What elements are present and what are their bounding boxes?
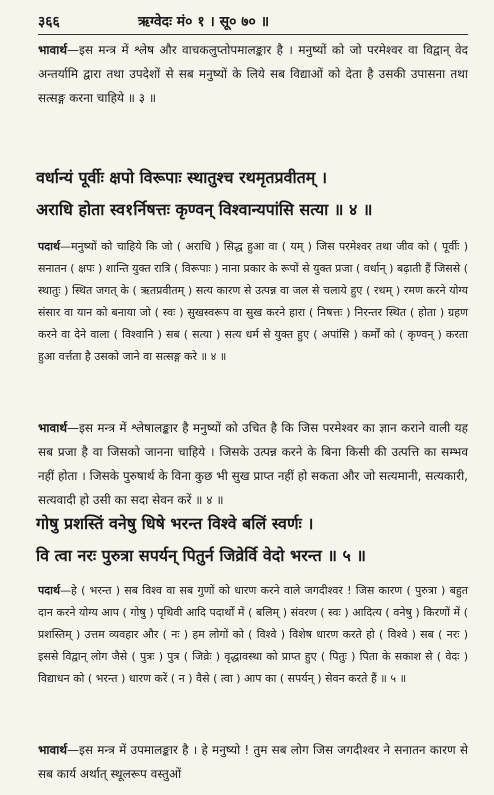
page-number: ३६६ (38, 14, 60, 30)
paragraph-text: —हे ( भरन्त ) सब विश्व वा सब गुणों को धारण करने वाले जगदीश्वर ! जिस कारण ( पुरुत्रा ) बहुत दान करने योग्य आप ( गोषु ) पृथिवी आदि पदार्थों में ( बलिम् ) संवरण ( स्वः ) आदित्य ( वनेषु ) किरणों में ( प्रशस्तिम् ) उत्तम व्यवहार और ( नः ) हम लोगों को ( विश्वे ) विशेष धारण करते हो ( विश्वे ) सब ( नरः ) इससे विद्वान् लोग जैसे ( पुत्रः ) पुत्र ( जिव्रेः ) वृद्धावस्था को प्राप्त हुए ( पितुः ) पिता के सकाश से ( वेदः ) विद्याधन को ( भरन्त ) धारण करें ( न ) वैसे ( त्वा ) आप का ( सपर्यन् ) सेवन करते हैं ॥ ५ ॥ (38, 584, 468, 685)
bhavarth-paragraph-4 (38, 416, 468, 512)
paragraph-label: भावार्थ (38, 43, 67, 57)
bhavarth-paragraph-3 (38, 38, 468, 154)
padarth-paragraph-5 (38, 580, 468, 740)
paragraph-label: भावार्थ (38, 421, 67, 435)
bhavarth-paragraph-5 (38, 738, 468, 792)
padarth-paragraph-4 (38, 236, 468, 416)
page-header (38, 12, 468, 34)
paragraph-text: —इस मन्त्र में श्लेषालङ्कार है मनुष्यों को उचित है कि जिस परमेश्वर का ज्ञान कराने वाली यह सब प्रजा है वा जिसको जानना चाहिये । जिसके उत्पन्न करने के बिना किसी की उत्पत्ति का सम्भव नहीं होता । जिसके पुरुषार्थ के विना कुछ भी सुख प्राप्त नहीं हो सकता और जो सत्यमानी, सत्यकारी, सत्यवादी हो उसी का सदा सेवन करें ॥ ४ ॥ (38, 421, 468, 507)
mantra-5 (36, 508, 476, 572)
mantra-line: वर्धान्यं पूर्वीः क्षपो विरूपाः स्थातुश्च रथमृतप्रवीतम् । (36, 168, 328, 187)
mantra-4 (36, 162, 476, 226)
paragraph-label: भावार्थ (38, 743, 67, 757)
mantra-line: वि त्वा नरः पुरुत्रा सपर्यन् पितुर्न जिव्रेर्वि वेदो भरन्त ॥ ५ ॥ (36, 546, 366, 565)
header-rule (38, 34, 468, 35)
running-title: ऋग्वेदः मं० १ । सू० ७० ॥ (138, 14, 270, 30)
mantra-line: अराधि होता स्व१र्निषत्तः कृण्वन् विश्वान्यपांसि सत्या ॥ ४ ॥ (36, 200, 373, 219)
paragraph-text: —मनुष्यों को चाहिये कि जो ( अराधि ) सिद्ध हुआ वा ( यम् ) जिस परमेश्वर तथा जीव को ( पूर्वीः ) सनातन ( क्षपः ) शान्ति युक्त रात्रि ( विरूपाः ) नाना प्रकार के रूपों से युक्त प्रजा ( वर्धान् ) बढ़ाती हैं जिससे ( स्थातुः ) स्थित जगत् के ( ऋतप्रवीतम् ) सत्य कारण से उत्पन्न वा जल से चलाये हुए ( रथम् ) रमण करने योग्य संसार वा यान को बनाया जो ( स्वः ) सुखस्वरूप वा सुख करने हारा ( निषत्तः ) निरन्तर स्थित ( होता ) ग्रहण करने वा देने वाला ( विश्वानि ) सब ( सत्या ) सत्य धर्म से युक्त हुए ( अपांसि ) कर्मों को ( कृण्वन् ) करता हुआ वर्त्तता है उसको जाने वा सत्सङ्ग करे ॥ ४ ॥ (38, 240, 468, 363)
mantra-line: गोषु प्रशस्तिं वनेषु धिषे भरन्त विश्वे बलिं स्वर्णः । (36, 514, 314, 533)
paragraph-label: पदार्थ (38, 240, 60, 253)
paragraph-label: पदार्थ (38, 584, 60, 597)
paragraph-text: —इस मन्त्र में श्लेष और वाचकलुप्तोपमालङ्कार है । मनुष्यों को जो परमेश्वर वा विद्वान् वेद अन्तर्यामि द्वारा तथा उपदेशों से सब मनुष्यों के लिये सब विद्याओं को देता है उसकी उपासना तथा सत्सङ्ग करना चाहिये ॥ ३ ॥ (38, 43, 468, 105)
paragraph-text: —इस मन्त्र में उपमालङ्कार है । हे मनुष्यो ! तुम सब लोग जिस जगदीश्वर ने सनातन कारण से सब कार्य अर्थात् स्थूलरूप वस्तुओं (38, 743, 468, 781)
